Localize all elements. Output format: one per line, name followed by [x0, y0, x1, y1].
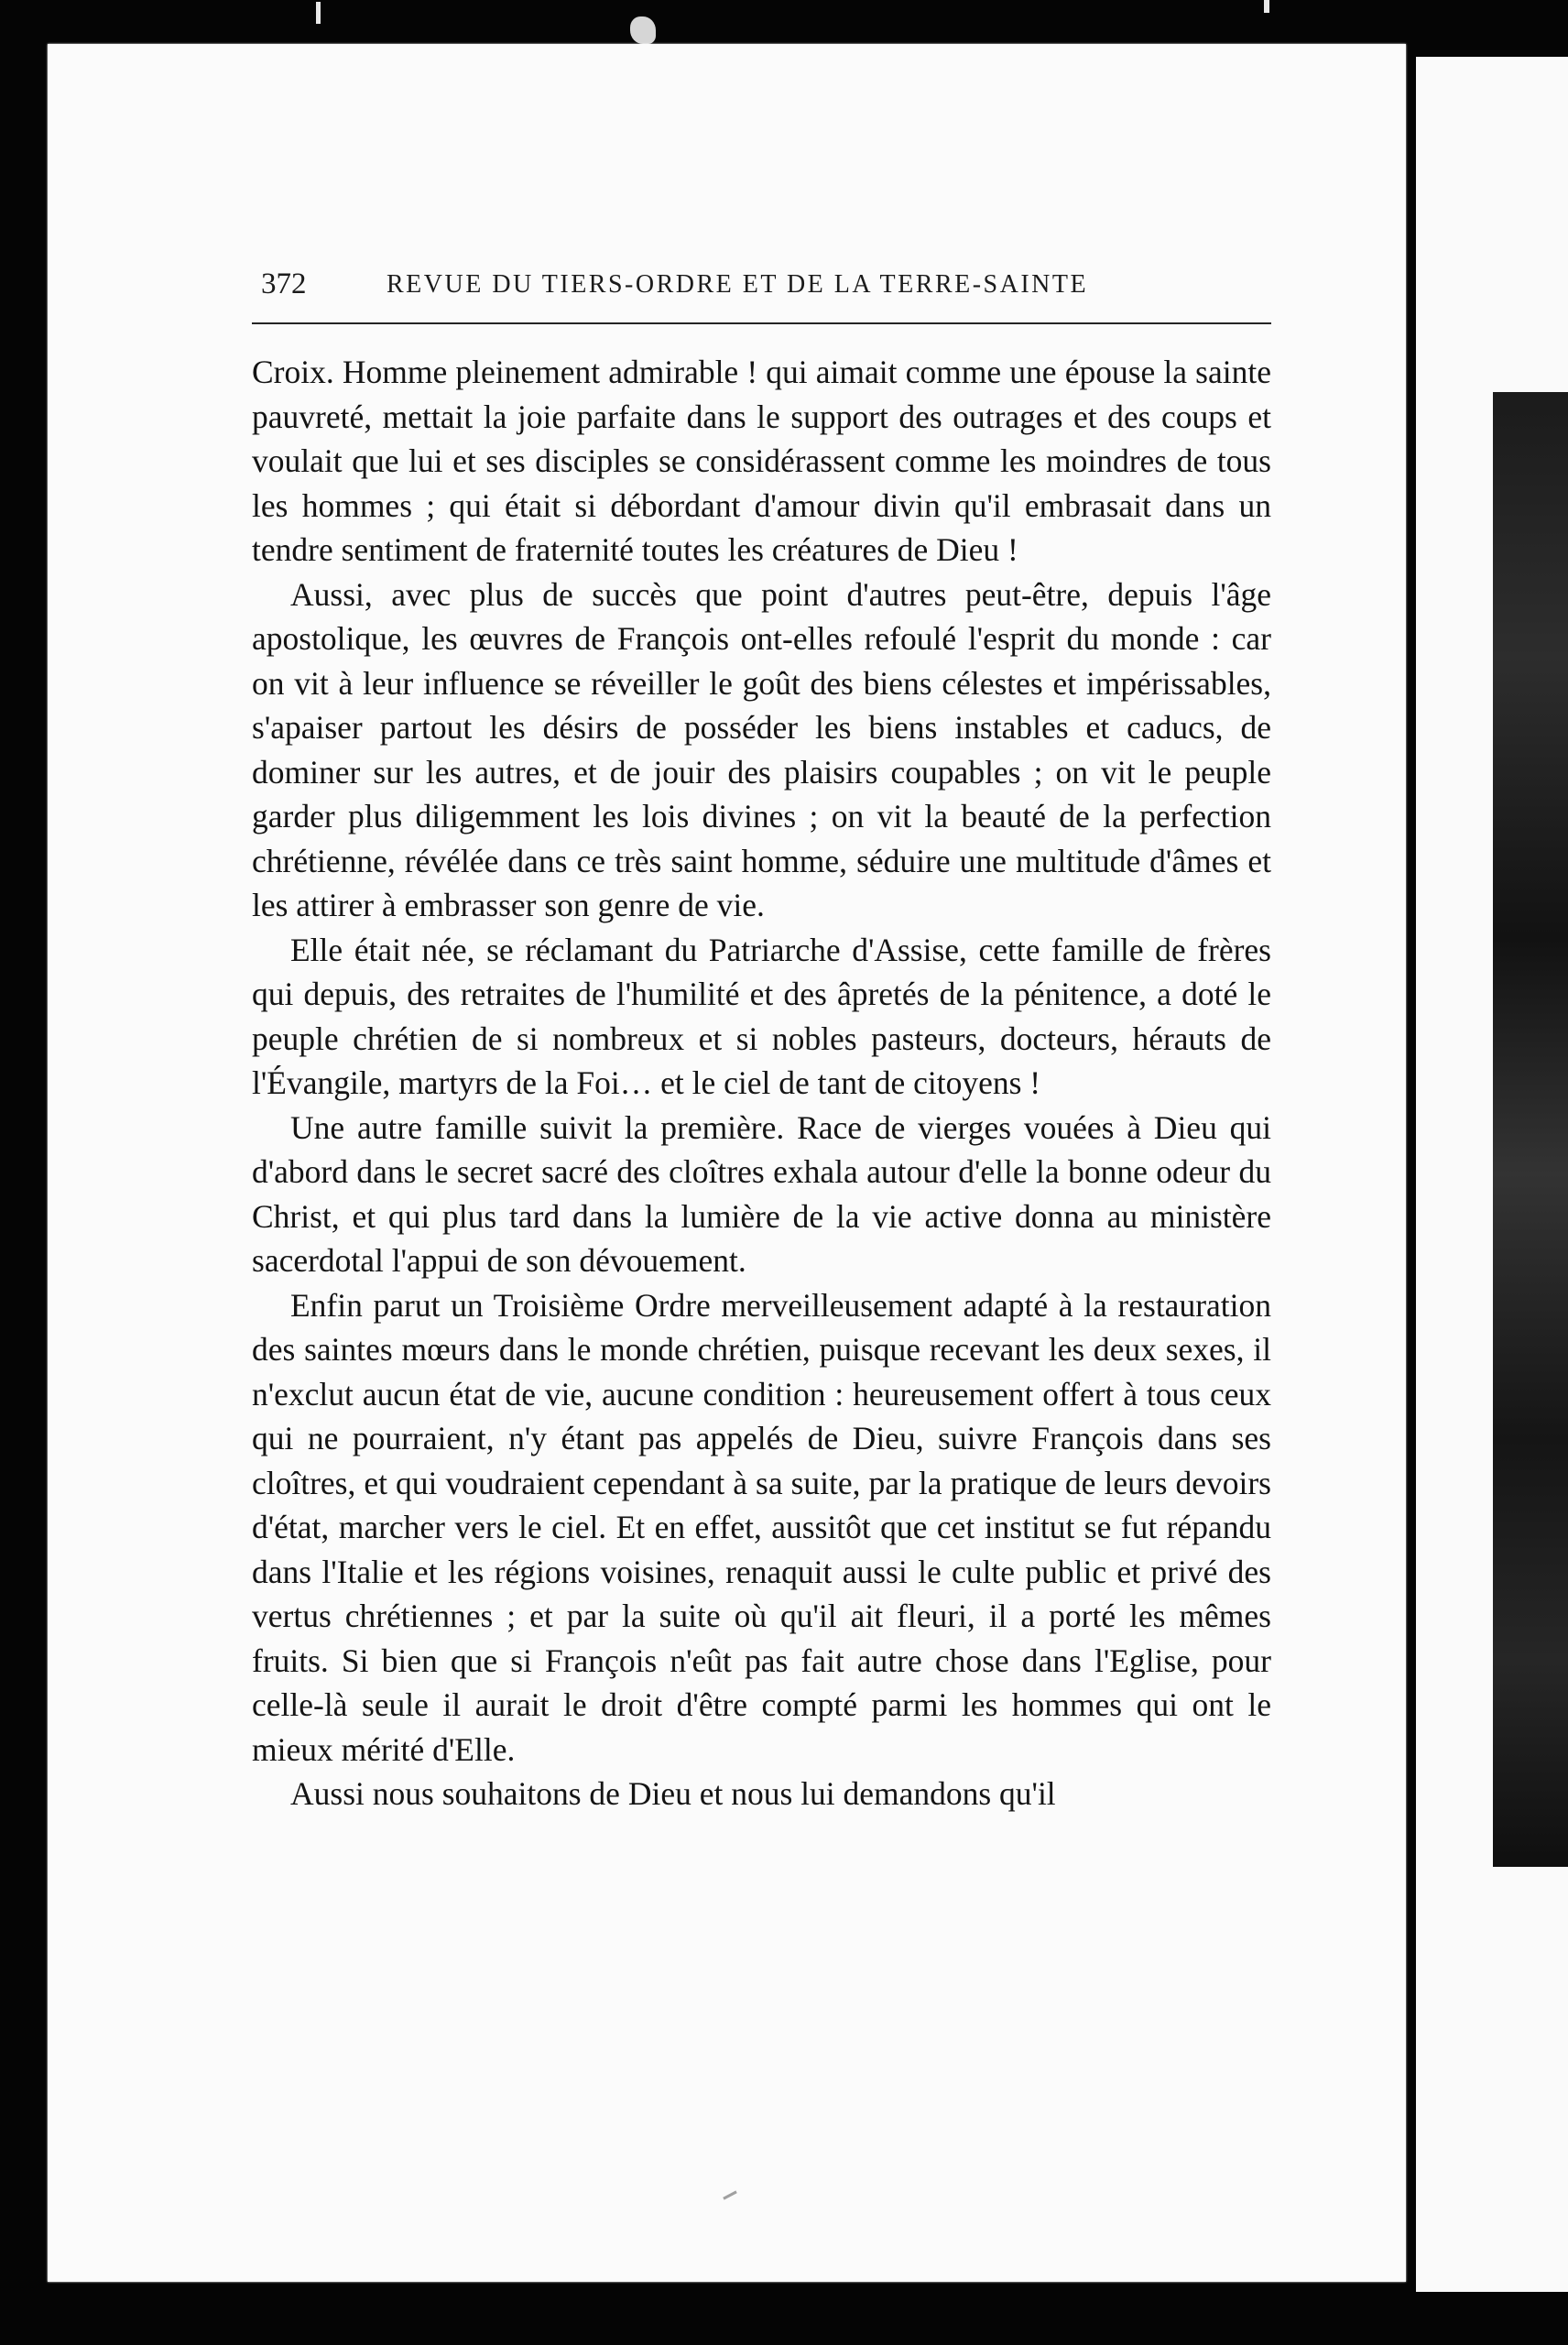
running-head: REVUE DU TIERS-ORDRE ET DE LA TERRE-SAINTE — [387, 270, 1089, 299]
paragraph: Elle était née, se réclamant du Patriarche d'Assise, cette famille de frères qui depuis, des retraites de l'humilité et des âpretés de la pénitence, a doté le peuple chrétien de si nombreux et si nobles pasteurs, docteurs, hérauts de l'Évangile, martyrs de la Foi… et le ciel de tant de citoyens ! — [252, 931, 1271, 1101]
paragraph: Enfin parut un Troisième Ordre merveilleusement adapté à la restauration des saintes mœurs dans le monde chrétien, puisque recevant les deux sexes, il n'exclut aucun état de vie, aucune condition : heureusement offert à tous ceux qui ne pourraient, n'y étant pas appelés de Dieu, suivre François dans ses cloîtres, et qui voudraient cependant à sa suite, par la pratique de leurs devoirs d'état, marcher vers le ciel. Et en effet, aussitôt que cet institut se fut répandu dans l'Italie et les régions voisines, renaquit aussi le culte public et privé des vertus chrétiennes ; et par la suite où qu'il ait fleuri, il a porté les mêmes fruits. Si bien que si François n'eût pas fait autre chose dans l'Eglise, pour celle-là seule il aurait le droit d'être compté parmi les hommes qui ont le mieux mérité d'Elle. — [252, 1286, 1271, 1768]
paragraph: Aussi, avec plus de succès que point d'autres peut-être, depuis l'âge apostolique, les œuvres de François ont-elles refoulé l'esprit du monde : car on vit à leur influence se réveiller le goût des biens célestes et impérissables, s'apaiser partout les désirs de posséder les biens instables et caducs, de dominer sur les autres, et de jouir des plaisirs coupables ; on vit le peuple garder plus diligemment les lois divines ; on vit la beauté de la perfection chrétienne, révélée dans ce très saint homme, séduire une multitude d'âmes et les attirer à embrasser son genre de vie. — [252, 575, 1271, 923]
header-rule — [252, 322, 1271, 324]
paragraph: Croix. Homme pleinement admirable ! qui aimait comme une épouse la sainte pauvreté, mettait la joie parfaite dans le support des outrages et des coups et voulait que lui et ses disciples se considérassent comme les moindres de tous les hommes ; qui était si débordant d'amour divin qu'il embrasait dans un tendre sentiment de fraternité toutes les créatures de Dieu ! — [252, 354, 1271, 568]
page-number: 372 — [261, 267, 307, 300]
page-header — [261, 267, 1271, 300]
adjacent-page-photograph — [1493, 392, 1568, 1867]
scan-speck — [1264, 0, 1269, 13]
paragraph: Une autre famille suivit la première. Race de vierges vouées à Dieu qui d'abord dans le secret sacré des cloîtres exhala autour d'elle la bonne odeur du Christ, et qui plus tard dans la lumière de la vie active donna au ministère sacerdotal l'appui de son dévouement. — [252, 1108, 1271, 1279]
scan-speck — [630, 16, 656, 44]
paragraph: Aussi nous souhaitons de Dieu et nous lui demandons qu'il — [290, 1775, 1056, 1812]
scan-speck — [316, 2, 321, 24]
body-text — [252, 350, 1271, 1816]
